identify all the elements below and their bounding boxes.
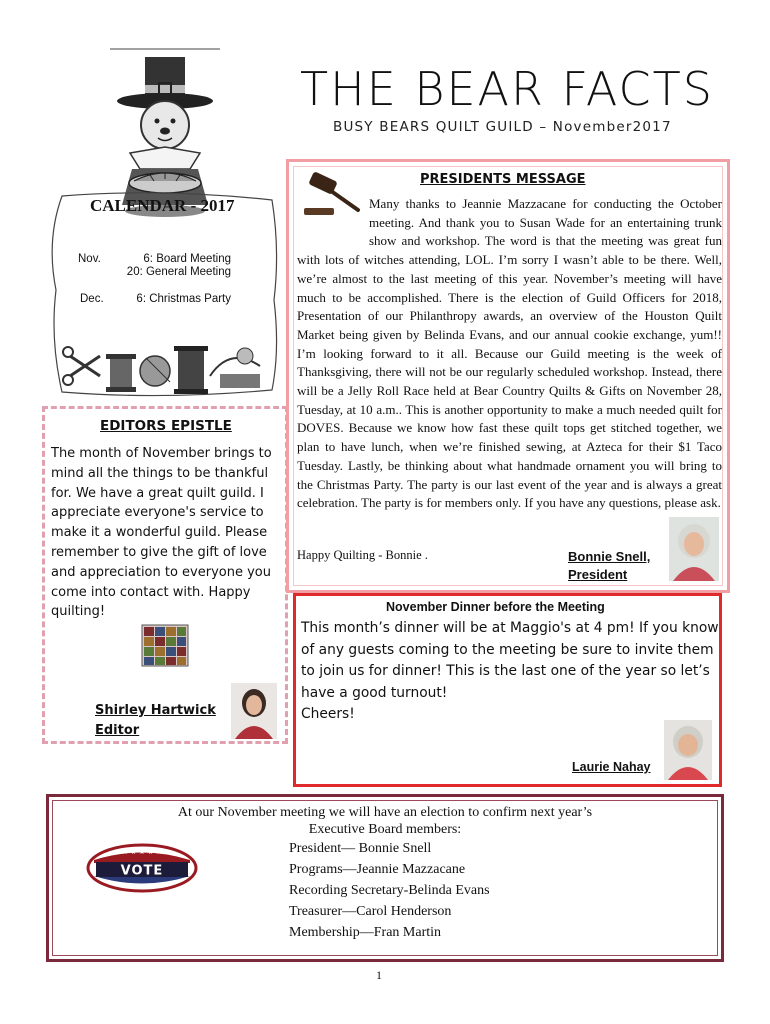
election-intro-line1: At our November meeting we will have an election to confirm next year’s	[177, 805, 593, 820]
page-number: 1	[376, 968, 382, 982]
calendar-month-nov: Nov.	[78, 253, 101, 265]
presidents-message-body: Many thanks to Jeannie Mazzacane for conducting the October meeting. And thank you to Susan Wade for an entertaining trunk show and workshop. The word is that the meeting was great fun with lots of witches attending, LOL. I’m sorry I wasn’t able to be there. Well, we’re almost to the last meeting of this year. November’s meeting will have much to be accomplished. There is the election of Guild Officers for 2018, Presentation of our Philanthropy awards, an overview of the Houston Quilt Market being given by Belinda Evans, and our annual cookie exchange, yum!! I’m looking forward to it all. Because our Guild meeting is the week of Thanksgiving, there will not be our regularly scheduled workshop. Instead, there will be a Jelly Roll Race held at Bear Country Quilts & Gifts on November 28, Tuesday, at 10 a.m.. This is another opportunity to make a much needed quilt for DOVES. Because we know how fast these quilt tops get stitched together, we plan to have lunch, when we’re finished sewing, at Azteca for their $1 Taco Tuesday. Lastly, be thinking about what handmade ornament you will bring to the Christmas Party. The party is our last event of the year and is always a great celebration. The party is for members only. If you have any questions, please ask.	[297, 196, 722, 511]
svg-text:★ ★ ★ ★ ★: ★ ★ ★ ★ ★	[121, 882, 163, 890]
vote-badge-icon	[86, 843, 198, 893]
president-name: Bonnie Snell,	[568, 549, 651, 564]
election-intro-line2: Executive Board members:	[308, 822, 462, 837]
board-member: Programs—Jeannie Mazzacane	[289, 862, 466, 877]
quilt-icon	[140, 623, 190, 668]
calendar-month-dec: Dec.	[80, 293, 104, 305]
editor-photo	[231, 683, 277, 739]
board-member: Recording Secretary-Belinda Evans	[289, 883, 490, 898]
calendar-title: CALENDAR - 2017	[90, 196, 235, 215]
president-role: President	[568, 567, 628, 582]
svg-text:★ ★ ★ ★ ★: ★ ★ ★ ★ ★	[121, 848, 163, 856]
editors-epistle-title: EDITORS EPISTLE	[100, 418, 232, 434]
dinner-title: November Dinner before the Meeting	[386, 600, 605, 614]
calendar-event: 20: General Meeting	[126, 266, 231, 278]
newsletter-subtitle: BUSY BEARS QUILT GUILD – November2017	[333, 119, 672, 135]
calendar-event: 6: Board Meeting	[143, 253, 231, 265]
newsletter-title: THE BEAR FACTS	[300, 62, 714, 116]
vote-label: VOTE	[120, 863, 164, 879]
editor-name: Shirley Hartwick	[95, 703, 216, 718]
dinner-closing: Cheers!	[301, 706, 355, 723]
editor-signature	[95, 701, 216, 741]
sewing-supplies-icon	[60, 336, 270, 394]
dinner-signature: Laurie Nahay	[572, 760, 651, 774]
president-photo	[669, 517, 719, 581]
president-signature	[568, 548, 650, 584]
board-member: Membership—Fran Martin	[289, 925, 442, 940]
editors-epistle-body: The month of November brings to mind all the things to be thankful for. We have a great quilt guild. I appreciate everyone's service to make it a wonderful guild. Please remember to give the gift of love and appreciation to everyone you come into contact with. Happy quilting!	[51, 446, 272, 620]
editor-role: Editor	[95, 723, 140, 738]
dinner-body	[301, 618, 721, 726]
election-intro	[150, 804, 620, 838]
calendar-event: 6: Christmas Party	[136, 293, 231, 305]
board-member: President— Bonnie Snell	[289, 841, 432, 856]
presidents-message-title: PRESIDENTS MESSAGE	[420, 172, 586, 187]
board-member: Treasurer—Carol Henderson	[289, 904, 452, 919]
dinner-host-photo	[664, 720, 712, 780]
dinner-message: This month’s dinner will be at Maggio's at 4 pm! If you know of any guests coming to the meeting be sure to invite them to join us for dinner! This is the last one of the year so let’s have a good turnout!	[301, 620, 719, 701]
presidents-closing: Happy Quilting - Bonnie .	[297, 548, 428, 562]
